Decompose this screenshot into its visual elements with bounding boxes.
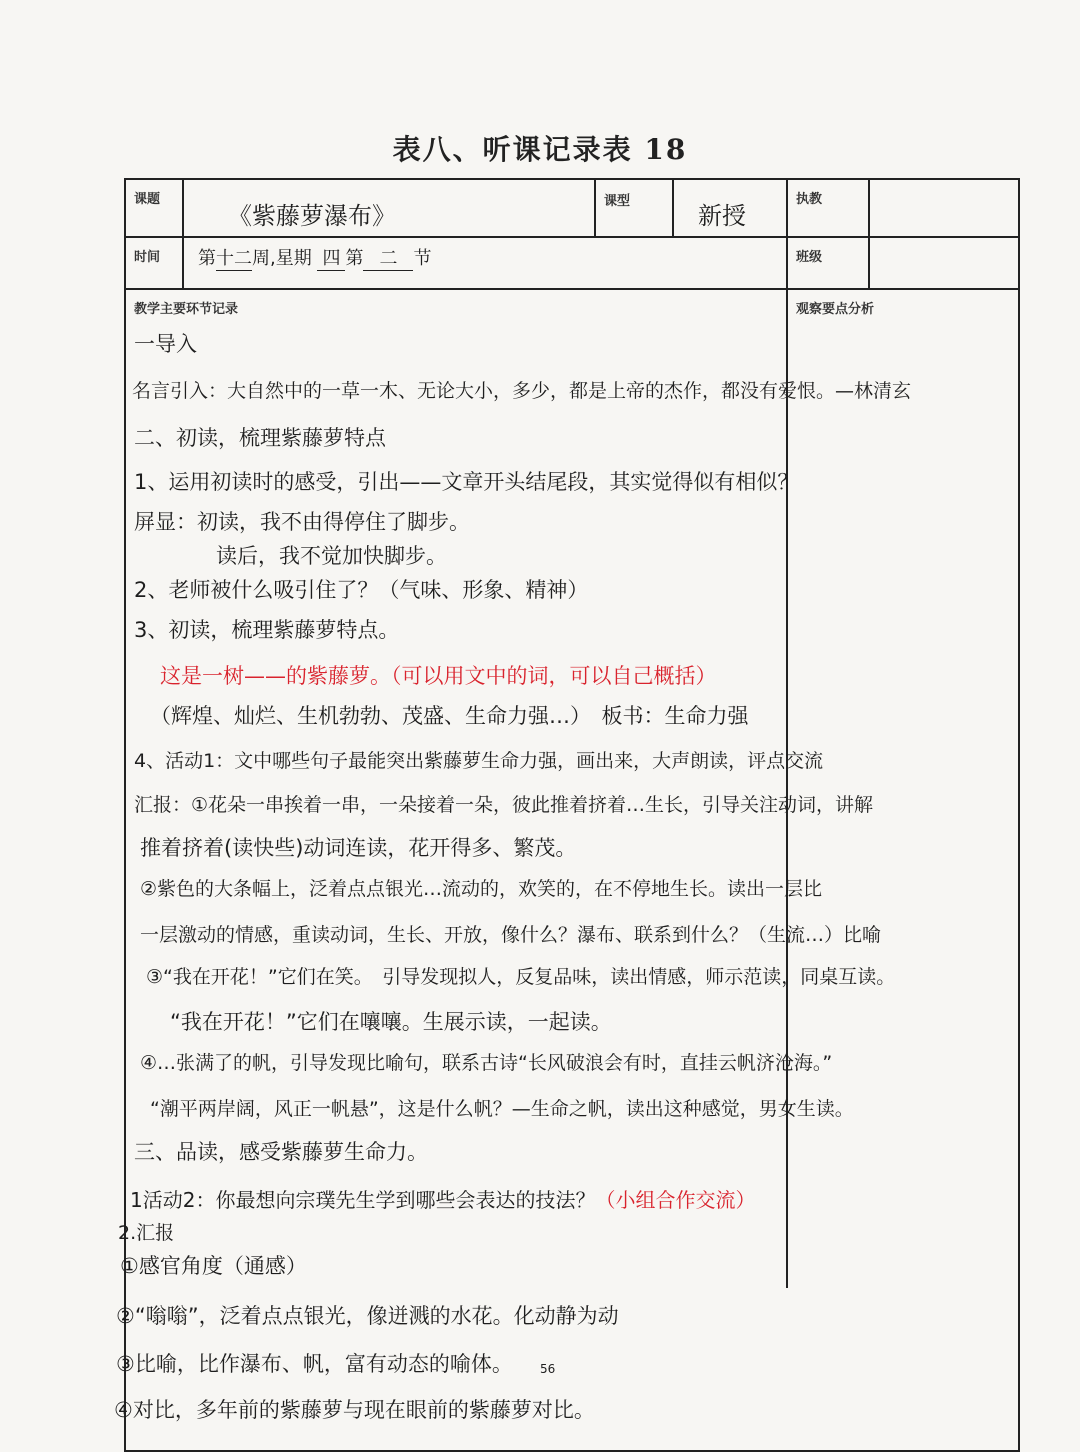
line-technique-2: ②“嗡嗡”，泛着点点银光，像迸溅的水花。化动静为动 [116,1304,619,1328]
line-section-3: 三、品读，感受紫藤萝生命力。 [134,1140,428,1164]
col-divider-1 [182,178,184,288]
right-section-header: 观察要点分析 [796,302,875,317]
week-suffix: 周,星期 [252,248,312,269]
week-prefix: 第 [198,248,216,269]
page-title: 表八、听课记录表 18 [392,133,688,166]
row-divider-2 [124,288,1018,290]
line-screen-1: 屏显：初读，我不由得停住了脚步。 [134,510,470,534]
line-report-4: ④…张满了的帆，引导发现比喻句，联系古诗“长风破浪会有时，直挂云帆济沧海。” [140,1052,833,1074]
line-technique-1: ①感官角度（通感） [120,1254,307,1278]
topic-label: 课题 [134,192,161,207]
line-2-3: 3、初读，梳理紫藤萝特点。 [134,618,400,642]
time-value [198,244,431,271]
teacher-label: 执教 [796,192,823,207]
line-report-2b: 一层激动的情感，重读动词，生长、开放，像什么？瀑布、联系到什么？（生流…）比喻 [140,924,882,946]
topic-value: 《紫藤萝瀑布》 [228,202,396,230]
line-report-4b: “潮平两岸阔，风正一帆悬”，这是什么帆？—生命之帆，读出这种感觉，男女生读。 [150,1098,854,1120]
col-divider-body [786,288,788,1288]
type-value: 新授 [698,202,746,230]
line-section-2: 二、初读，梳理紫藤萝特点 [134,426,386,450]
line-report-1: 汇报：①花朵一串挨着一串，一朵接着一朵，彼此推着挤着…生长，引导关注动词，讲解 [134,794,874,816]
day-value: 四 [317,244,345,271]
line-red-fill: 这是一树——的紫藤萝。（可以用文中的词，可以自己概括） [160,664,717,688]
col-divider-5 [868,178,870,288]
time-label: 时间 [134,250,161,265]
period-value: 二 [363,244,413,271]
line-intro: 一导入 [134,332,197,356]
col-divider-2 [594,178,596,238]
week-value: 十二 [216,244,252,271]
col-divider-3 [672,178,674,238]
line-adjectives: （辉煌、灿烂、生机勃勃、茂盛、生命力强…） 板书：生命力强 [150,704,749,728]
type-label: 课型 [604,194,631,209]
line-report-1b: 推着挤着(读快些)动词连读，花开得多、繁茂。 [140,836,577,860]
line-2-2: 2、老师被什么吸引住了？（气味、形象、精神） [134,578,589,602]
line-report-heading: 2.汇报 [118,1222,175,1244]
period-suffix: 节 [413,248,432,269]
activity-2-note: （小组合作交流） [595,1188,756,1212]
line-quote: 名言引入：大自然中的一草一木、无论大小，多少，都是上帝的杰作，都没有爱恨。—林清玄 [132,380,912,402]
row-divider-1 [124,236,1018,238]
line-technique-4: ④对比，多年前的紫藤萝与现在眼前的紫藤萝对比。 [114,1398,595,1422]
line-technique-3: ③比喻，比作瀑布、帆，富有动态的喻体。 [116,1352,513,1376]
line-report-2: ②紫色的大条幅上，泛着点点银光…流动的，欢笑的，在不停地生长。读出一层比 [140,878,823,900]
line-screen-2: 读后，我不觉加快脚步。 [216,544,447,568]
class-label: 班级 [796,250,823,265]
left-section-header: 教学主要环节记录 [134,302,239,317]
activity-2-text: 1活动2：你最想向宗璞先生学到哪些会表达的技法？ [130,1188,596,1212]
line-activity-1: 4、活动1：文中哪些句子最能突出紫藤萝生命力强，画出来，大声朗读，评点交流 [134,750,824,772]
period-prefix: 第 [345,248,364,269]
page-number: 56 [540,1362,556,1376]
line-report-3: ③“我在开花！”它们在笑。 引导发现拟人，反复品味，读出情感，师示范读，同桌互读。 [146,966,896,988]
col-divider-4 [786,178,788,288]
line-activity-2 [130,1184,755,1213]
line-report-3b: “我在开花！”它们在嚷嚷。生展示读，一起读。 [170,1010,612,1034]
line-2-1: 1、运用初读时的感受，引出——文章开头结尾段，其实觉得似有相似？ [134,470,799,494]
